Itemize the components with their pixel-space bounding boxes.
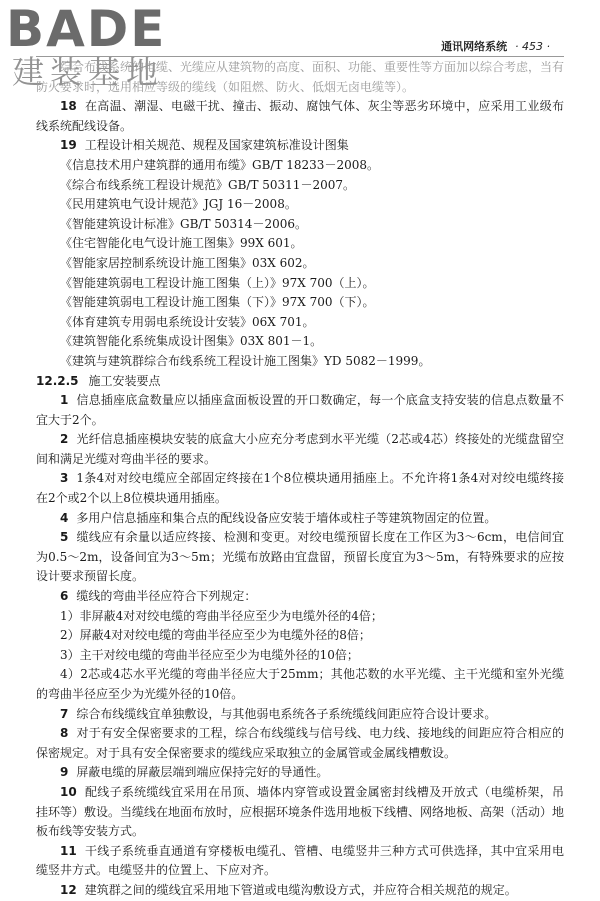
paragraph-text: 建筑群之间的缆线宜采用地下管道或电缆沟敷设方式，并应符合相关规范的规定。	[84, 882, 517, 897]
running-header	[441, 38, 550, 54]
logo-cn-text: 建装基地	[12, 53, 165, 91]
paragraph	[36, 136, 564, 156]
paragraph-text: 3）主干对绞电缆的弯曲半径应至少为电缆外径的10倍；	[60, 647, 359, 662]
paragraph-text: 对于有安全保密要求的工程，综合布线缆线与信号线、电力线、接地线的间距应符合相应的保密规定。对于具有安全保密要求的缆线应采取独立的金属管或金属线槽敷设。	[36, 726, 564, 760]
paragraph-text: 《智能家居控制系统设计施工图集》03X 602。	[60, 255, 315, 270]
paragraph	[36, 469, 564, 508]
paragraph-text: 干线子系统垂直通道有穿楼板电缆孔、管槽、电缆竖井三种方式可供选择，其中宜采用电缆竖井方式。电缆竖井的位置上、下应对齐。	[36, 843, 564, 878]
logo-brand-text: BADE	[6, 0, 167, 58]
paragraph-text: 2）屏蔽4对对绞电缆的弯曲半径应至少为电缆外径的8倍；	[60, 628, 371, 643]
paragraph	[36, 156, 564, 176]
section-number: 12.2.5	[36, 373, 79, 388]
paragraph-text: 《综合布线系统工程设计规范》GB/T 50311－2007。	[60, 177, 355, 192]
paragraph-text: 《智能建筑设计标准》GB/T 50314－2006。	[60, 216, 307, 231]
item-number: 11	[60, 843, 77, 858]
paragraph	[36, 626, 564, 646]
paragraph	[36, 274, 564, 294]
paragraph-text: 《民用建筑电气设计规范》JGJ 16－2008。	[60, 197, 297, 212]
paragraph	[36, 215, 564, 235]
paragraph	[36, 646, 564, 666]
item-number: 4	[60, 510, 69, 525]
paragraph-text: 综合布线系统的电缆、光缆应从建筑物的高度、面积、功能、重要性等方面加以综合考虑，当有防火要求时，选用相应等级的缆线（如阻燃、防火、低烟无卤电缆等）。	[36, 60, 565, 94]
paragraph	[36, 705, 564, 725]
page-number: · 453 ·	[515, 40, 550, 53]
paragraph-text: 《建筑与建筑群综合布线系统工程设计施工图集》YD 5082－1999。	[60, 353, 431, 368]
paragraph	[36, 509, 564, 529]
paragraph	[36, 430, 564, 469]
paragraph-text: 《体育建筑专用弱电系统设计安装》06X 701。	[60, 314, 315, 329]
paragraph-text: 工程设计相关规范、规程及国家建筑标准设计图集	[84, 138, 349, 153]
paragraph-text: 光纤信息插座模块安装的底盒大小应充分考虑到水平光缆（2芯或4芯）终接处的光缆盘留空间和满足光缆对弯曲半径的要求。	[36, 432, 564, 466]
paragraph-text: 《智能建筑弱电工程设计施工图集（下）》97X 700（下）。	[60, 295, 375, 310]
paragraph-text: 施工安装要点	[88, 373, 161, 388]
paragraph	[36, 313, 564, 333]
paragraph	[36, 58, 564, 97]
paragraph-text: 《住宅智能化电气设计施工图集》99X 601。	[60, 236, 303, 251]
paragraph-text: 4）2芯或4芯水平光缆的弯曲半径应大于25mm；其他芯数的水平光缆、主干光缆和室外光缆的弯曲半径应至少为光缆外径的10倍。	[36, 667, 564, 701]
paragraph-text: 多用户信息插座和集合点的配线设备应安装于墙体或柱子等建筑物固定的位置。	[76, 510, 497, 525]
paragraph	[36, 352, 564, 372]
item-number: 12	[60, 882, 77, 897]
item-number: 18	[60, 99, 77, 114]
item-number: 8	[60, 726, 69, 741]
paragraph	[36, 881, 564, 901]
paragraph	[36, 763, 564, 783]
paragraph	[36, 293, 564, 313]
paragraph-text: 1条4对对绞电缆应全部固定终接在1个8位模块通用插座上。不允许将1条4对对绞电缆终接在2个或2个以上8位模块通用插座。	[36, 471, 564, 506]
paragraph-text: 配线子系统缆线宜采用在吊顶、墙体内穿管或设置金属密封线槽及开放式（电缆桥架，吊挂环等）敷设。当缆线在地面布放时，应根据环境条件选用地板下线槽、网络地板、高架（活动）地板布线等安装方式。	[36, 784, 565, 839]
paragraph	[36, 195, 564, 215]
paragraph	[36, 332, 564, 352]
paragraph-text: 综合布线缆线宜单独敷设，与其他弱电系统各子系统缆线间距应符合设计要求。	[76, 706, 497, 721]
item-number: 6	[60, 589, 69, 604]
item-number: 5	[60, 530, 69, 545]
paragraph-text: 缆线应有余量以适应终接、检测和变更。对绞电缆预留长度在工作区为3～6cm，电信间宜为0.5～2m，设备间宜为3～5m；光缆布放路由宜盘留，预留长度宜为3～5m，有特殊要求的应按设计要求预留长度。	[36, 530, 564, 584]
paragraph	[36, 724, 564, 763]
paragraph	[36, 97, 564, 136]
page-body	[36, 58, 564, 901]
header-section-title: 通讯网络系统	[441, 40, 508, 53]
paragraph-text: 信息插座底盒数量应以插座盒面板设置的开口数确定，每一个底盒支持安装的信息点数量不宜大于2个。	[36, 393, 564, 427]
paragraph	[36, 234, 564, 254]
paragraph	[36, 254, 564, 274]
paragraph-text: 《建筑智能化系统集成设计图集》03X 801－1。	[60, 334, 323, 349]
section-heading	[36, 372, 564, 392]
item-number: 3	[60, 471, 69, 486]
paragraph-text: 《智能建筑弱电工程设计施工图集（上）》97X 700（上）。	[60, 275, 375, 290]
paragraph-text: 1）非屏蔽4对对绞电缆的弯曲半径应至少为电缆外径的4倍；	[60, 608, 383, 623]
paragraph-text: 《信息技术用户建筑群的通用布缆》GB/T 18233－2008。	[60, 157, 379, 172]
paragraph	[36, 665, 564, 704]
paragraph-text: 在高温、潮湿、电磁干扰、撞击、振动、腐蚀气体、灰尘等恶劣环境中，应采用工业级布线系统配线设备。	[36, 99, 564, 133]
item-number: 7	[60, 706, 69, 721]
item-number: 9	[60, 765, 69, 780]
paragraph	[36, 842, 564, 881]
paragraph	[36, 607, 564, 627]
item-number: 2	[60, 432, 69, 447]
paragraph	[36, 783, 564, 842]
paragraph	[36, 587, 564, 607]
paragraph	[36, 391, 564, 430]
paragraph	[36, 528, 564, 587]
item-number: 10	[60, 784, 77, 799]
item-number: 19	[60, 138, 77, 153]
paragraph-text: 缆线的弯曲半径应符合下列规定：	[76, 589, 257, 604]
header-rule	[36, 56, 564, 57]
paragraph	[36, 176, 564, 196]
item-number: 1	[60, 393, 69, 408]
paragraph-text: 屏蔽电缆的屏蔽层端到端应保持完好的导通性。	[76, 765, 329, 780]
